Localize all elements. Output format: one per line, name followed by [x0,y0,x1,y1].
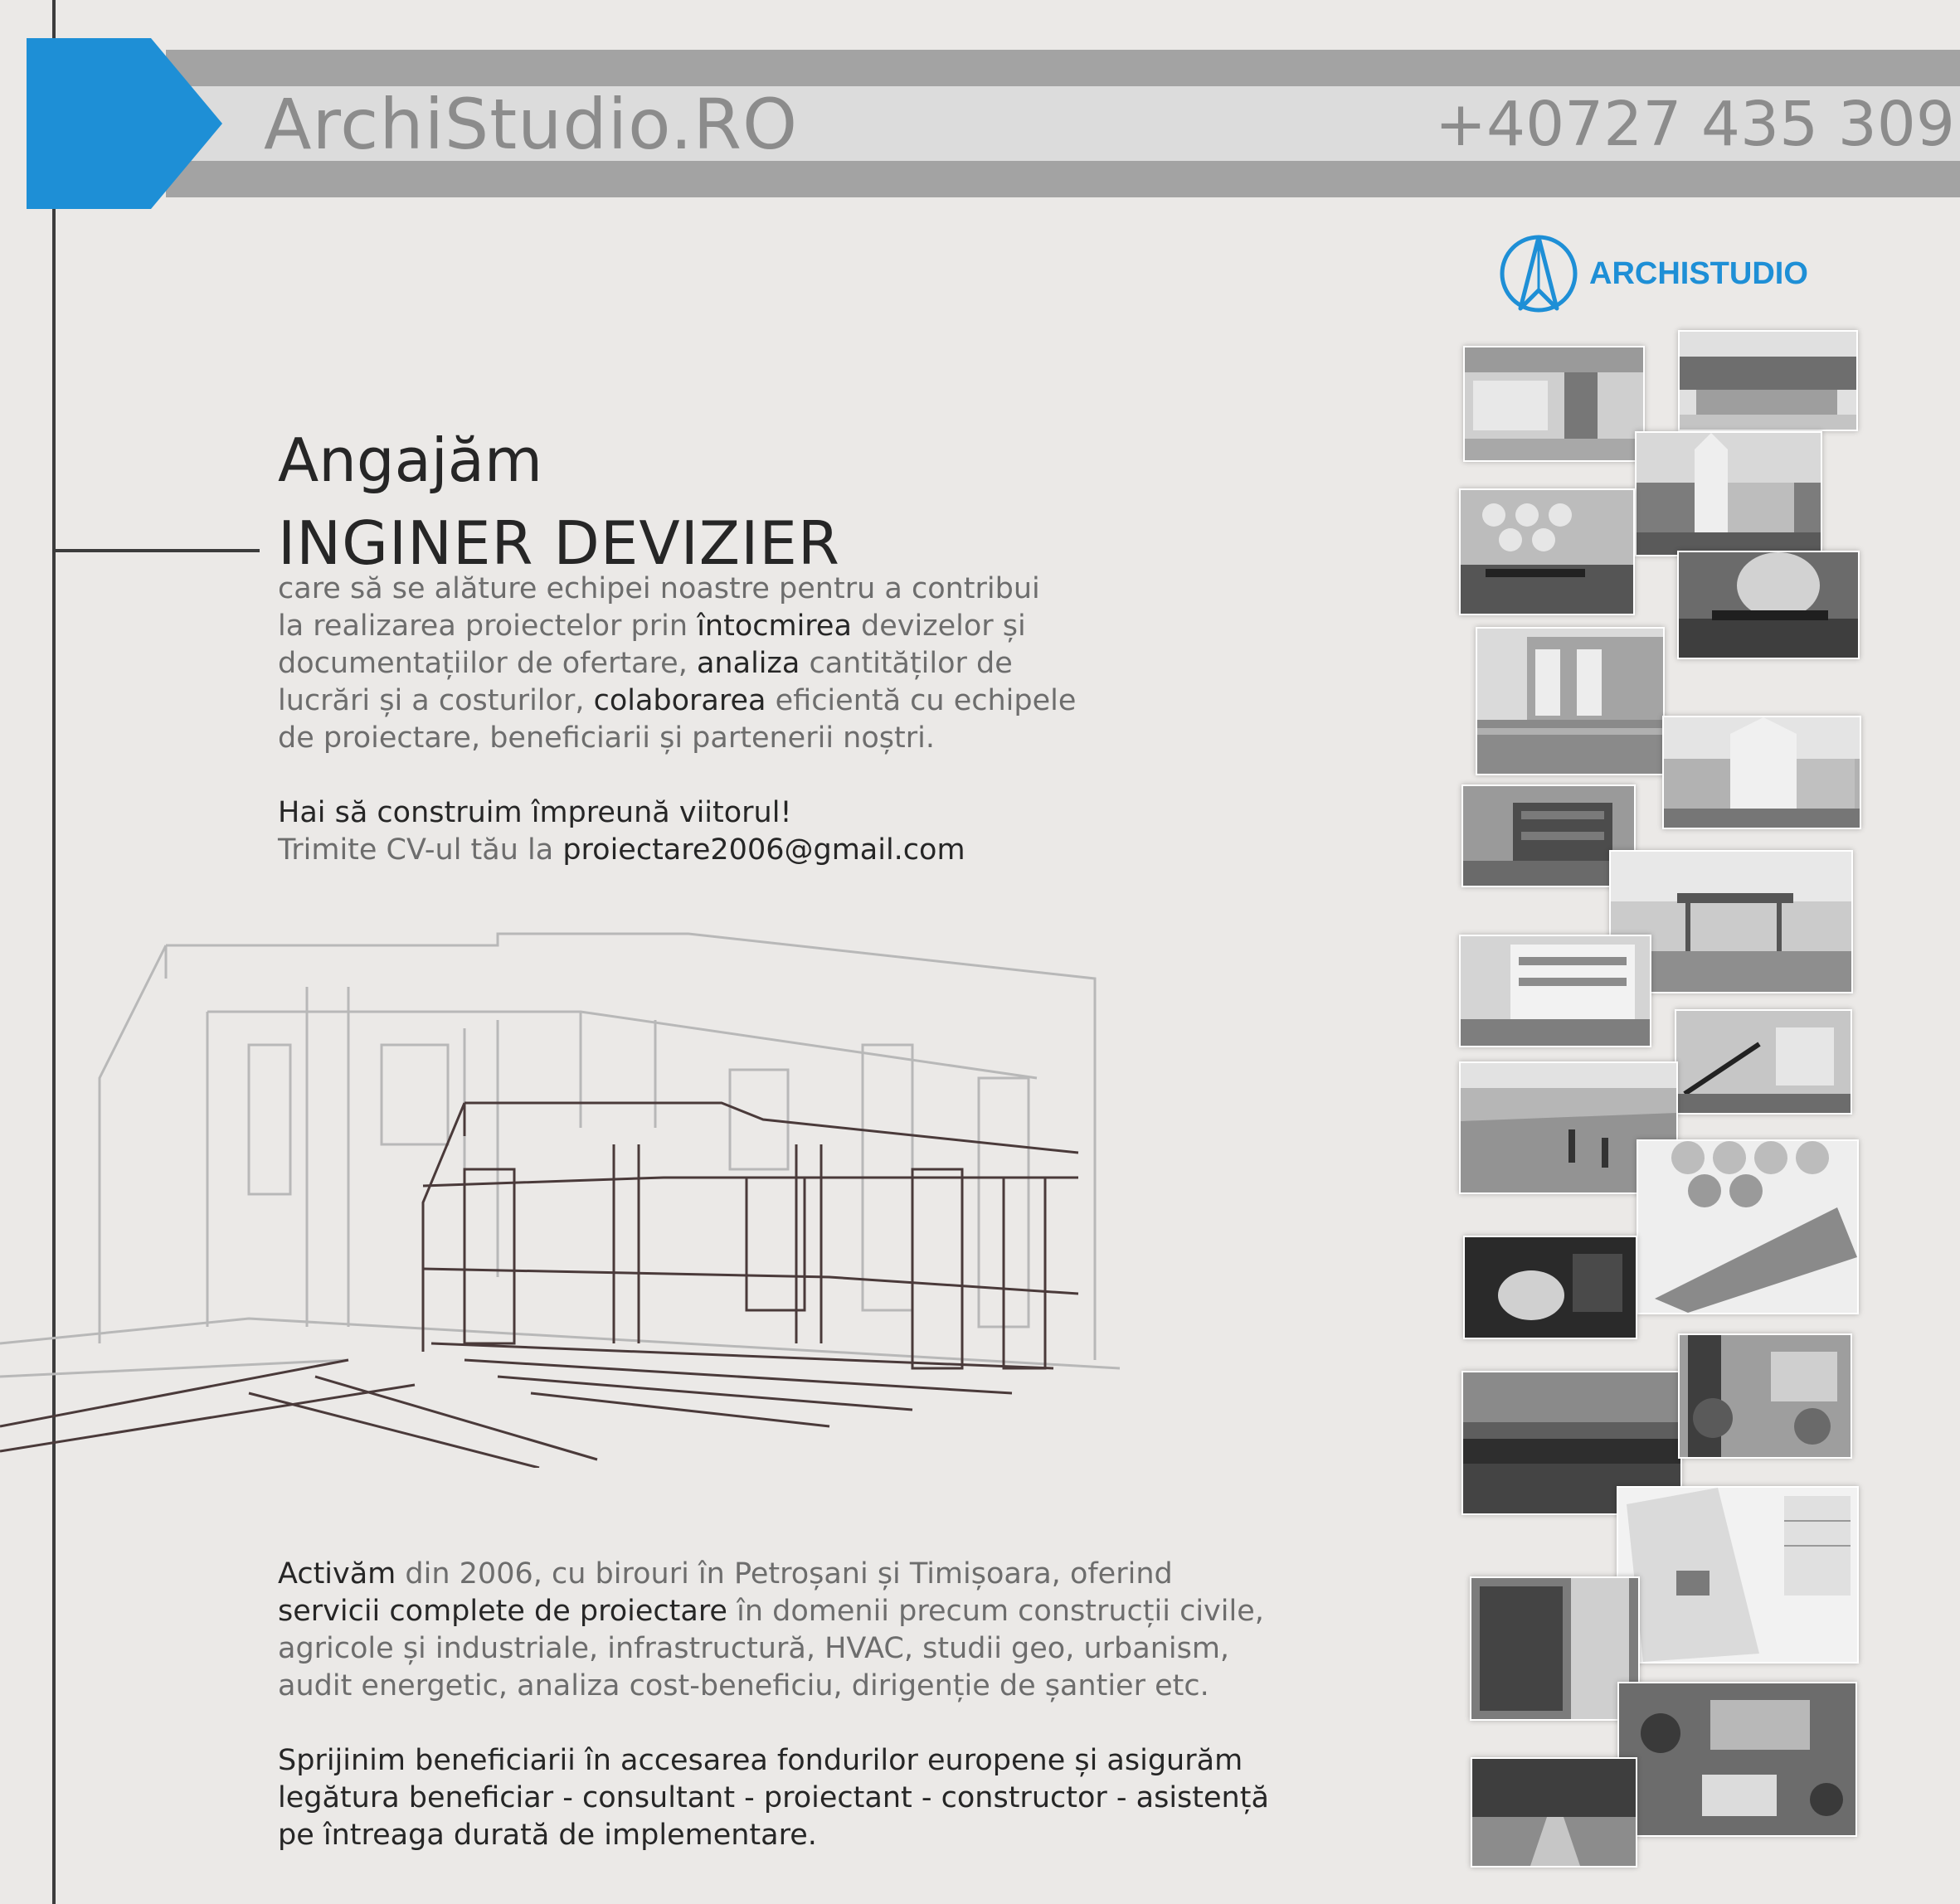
school-building-photo [1476,627,1665,775]
header-band-bottom [166,161,1960,197]
call-to-action [278,794,965,869]
job-title: INGINER DEVIZIER [278,508,840,578]
email-link[interactable]: proiectare2006@gmail.com [562,833,965,867]
desc-text: cantităților de [800,647,1013,680]
aerial-site-photo [1617,1682,1857,1837]
about-line: pe întreaga durată de implementare. [278,1819,817,1852]
desc-text: la realizarea proiectelor prin [278,610,698,643]
brand-name: ArchiStudio.RO [264,84,799,165]
about-highlight: servicii complete de proiectare [278,1595,727,1628]
building-sketch-illustration [0,929,1128,1468]
about-paragraph-2 [278,1742,1269,1854]
cafe-interior-photo [1459,488,1635,615]
desc-highlight: colaborarea [593,684,766,717]
about-line [278,1556,1264,1593]
desc-highlight: întocmirea [697,610,852,643]
building-exterior-photo [1662,716,1861,829]
about-line: Sprijinim beneficiarii în accesarea fondurilor europene și asigurăm [278,1744,1243,1777]
interior-lobby-photo [1463,346,1645,462]
about-line: audit energetic, analiza cost-beneficiu, dirigenție de șantier etc. [278,1669,1209,1702]
header-band-top [166,50,1960,86]
tree-path-photo [1471,1757,1637,1868]
storefront-photo [1678,330,1858,431]
dark-interior-photo [1463,1236,1637,1339]
about-text: în domenii precum construcții civile, [727,1595,1264,1628]
door-interior-photo [1470,1576,1640,1721]
send-cv-prefix: Trimite CV-ul tău la [278,833,563,867]
title-pointer-rule [52,549,260,552]
desc-text: lucrări și a costurilor, [278,684,594,717]
about-line: legătura beneficiar - consultant - proiectant - constructor - asistență [278,1781,1269,1814]
church-photo [1635,431,1822,556]
desc-line: care să se alăture echipei noastre pentru a contribui [278,572,1040,605]
desc-line: de proiectare, beneficiarii și partenerii noștri. [278,721,935,755]
job-description [278,571,1076,757]
desc-text: documentațiilor de ofertare, [278,647,697,680]
desc-highlight: analiza [696,647,800,680]
about-text: din 2006, cu birouri în Petroșani și Timișoara, oferind [396,1557,1173,1591]
stair-interior-photo [1675,1009,1852,1115]
dining-interior-photo [1677,551,1860,659]
plant-room-photo [1678,1333,1852,1459]
desc-line [278,645,1076,682]
send-cv-line [278,832,965,869]
blue-arrow-tab [27,38,222,209]
about-line: agricole și industriale, infrastructură, HVAC, studii geo, urbanism, [278,1632,1230,1665]
desc-text: devizelor și [851,610,1026,643]
cta-line: Hai să construim împreună viitorul! [278,796,792,829]
phone-number[interactable]: +40727 435 309 [1435,89,1955,160]
logo-text: ARCHISTUDIO [1589,256,1808,291]
site-plan-photo [1617,1486,1859,1664]
about-highlight: Activăm [278,1557,396,1591]
urban-plan-photo [1637,1139,1859,1314]
desc-line [278,682,1076,720]
about-line [278,1593,1264,1630]
desc-line [278,608,1076,645]
street-building-photo [1459,935,1651,1047]
job-intro: Angajăm [278,425,542,495]
about-paragraph-1 [278,1556,1264,1705]
desc-text: eficientă cu echipele [766,684,1077,717]
